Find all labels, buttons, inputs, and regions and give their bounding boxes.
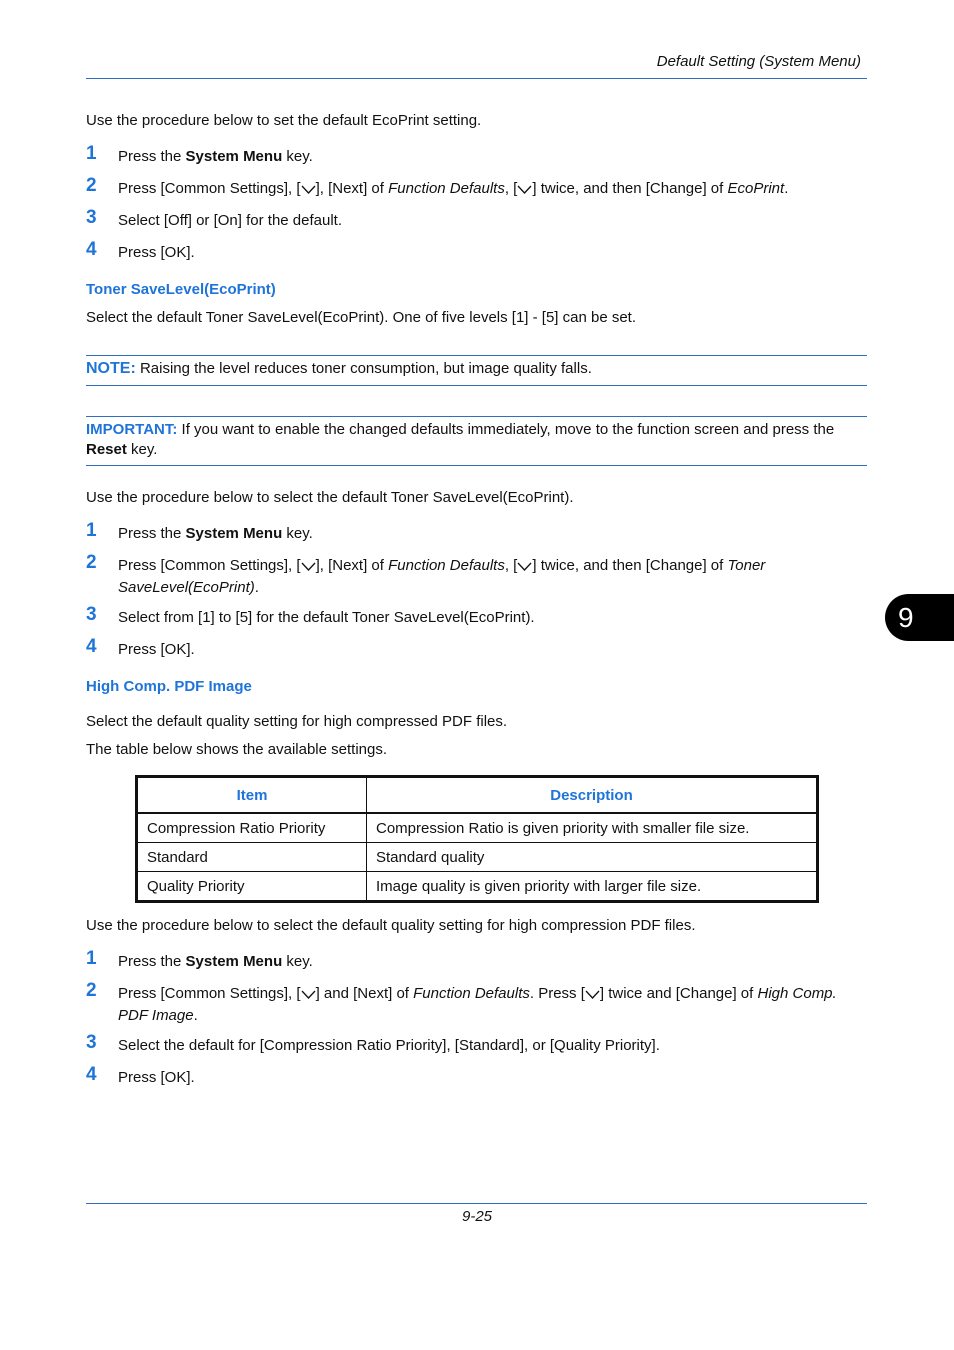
step-number: 3 xyxy=(86,604,97,625)
settings-table xyxy=(135,775,819,903)
pdf-heading: High Comp. PDF Image xyxy=(86,678,252,695)
chevron-down-icon xyxy=(301,986,316,1006)
chevron-down-icon xyxy=(301,181,316,201)
pdf-table-intro: The table below shows the available settings. xyxy=(86,741,388,758)
toner-heading: Toner SaveLevel(EcoPrint) xyxy=(86,281,276,298)
step-text: Select from [1] to [5] for the default Toner SaveLevel(EcoPrint). xyxy=(118,609,535,626)
table-cell-item: Compression Ratio Priority xyxy=(137,813,367,843)
note-label: NOTE: xyxy=(86,360,136,377)
note-text: Raising the level reduces toner consumption, but image quality falls. xyxy=(135,360,592,377)
step-number: 4 xyxy=(86,636,97,657)
step-text: Press the System Menu key. xyxy=(118,525,313,542)
step-text: Press [Common Settings], [ ] and [Next] of Function Defaults. Press [ ] twice and [Change] of High Comp. PDF Image. xyxy=(118,985,837,1024)
table-row xyxy=(137,872,818,902)
step-number: 1 xyxy=(86,520,97,541)
footer-rule xyxy=(86,1203,867,1204)
note-box xyxy=(86,359,592,379)
step-text: Press [OK]. xyxy=(118,641,195,658)
important-box: IMPORTANT: If you want to enable the changed defaults immediately, move to the function screen and press the Reset key. xyxy=(86,421,835,458)
step-number: 3 xyxy=(86,207,97,228)
reset-key-label: Reset xyxy=(86,441,127,458)
table-row xyxy=(137,843,818,872)
step-number: 4 xyxy=(86,239,97,260)
column-header-description: Description xyxy=(367,777,818,814)
step-number: 2 xyxy=(86,980,97,1001)
note-bottom-rule xyxy=(86,385,867,386)
ecoprint-intro: Use the procedure below to set the default EcoPrint setting. xyxy=(86,112,482,129)
step-number: 4 xyxy=(86,1064,97,1085)
step-number: 1 xyxy=(86,143,97,164)
running-header: Default Setting (System Menu) xyxy=(656,53,861,70)
column-header-item: Item xyxy=(137,777,367,814)
note-top-rule xyxy=(86,355,867,356)
step-text: Press [Common Settings], [ ], [Next] of Function Defaults, [ ] twice, and then [Change] of Toner SaveLevel(EcoPrint). xyxy=(118,557,766,596)
step-number: 1 xyxy=(86,948,97,969)
step-text: Press [OK]. xyxy=(118,244,195,261)
page-number: 9-25 xyxy=(461,1208,493,1225)
toner-description: Select the default Toner SaveLevel(EcoPrint). One of five levels [1] - [5] can be set. xyxy=(86,309,637,326)
step-text: Press the System Menu key. xyxy=(118,953,313,970)
step-text: Press the System Menu key. xyxy=(118,148,313,165)
table-cell-description: Image quality is given priority with larger file size. xyxy=(367,872,818,902)
step-text: Select [Off] or [On] for the default. xyxy=(118,212,343,229)
step-number: 2 xyxy=(86,175,97,196)
chapter-tab[interactable]: 9 xyxy=(885,594,954,641)
table-cell-description: Standard quality xyxy=(367,843,818,872)
important-bottom-rule xyxy=(86,465,867,466)
chevron-down-icon xyxy=(585,986,600,1006)
toner-intro: Use the procedure below to select the default Toner SaveLevel(EcoPrint). xyxy=(86,489,574,506)
pdf-intro: Use the procedure below to select the default quality setting for high compression PDF files. xyxy=(86,917,696,934)
step-text: Press [OK]. xyxy=(118,1069,195,1086)
table-cell-description: Compression Ratio is given priority with smaller file size. xyxy=(367,813,818,843)
header-rule xyxy=(86,78,867,79)
table-row xyxy=(137,813,818,843)
important-label: IMPORTANT: xyxy=(86,421,178,438)
step-text: Press [Common Settings], [ ], [Next] of Function Defaults, [ ] twice, and then [Change] of EcoPrint. xyxy=(118,179,858,201)
chevron-down-icon xyxy=(301,558,316,578)
pdf-description: Select the default quality setting for high compressed PDF files. xyxy=(86,713,508,730)
step-number: 3 xyxy=(86,1032,97,1053)
table-header-row xyxy=(137,777,818,814)
step-number: 2 xyxy=(86,552,97,573)
chevron-down-icon xyxy=(517,558,532,578)
chevron-down-icon xyxy=(517,181,532,201)
table-cell-item: Quality Priority xyxy=(137,872,367,902)
step-text: Select the default for [Compression Ratio Priority], [Standard], or [Quality Priority]. xyxy=(118,1037,660,1054)
important-top-rule xyxy=(86,416,867,417)
table-cell-item: Standard xyxy=(137,843,367,872)
